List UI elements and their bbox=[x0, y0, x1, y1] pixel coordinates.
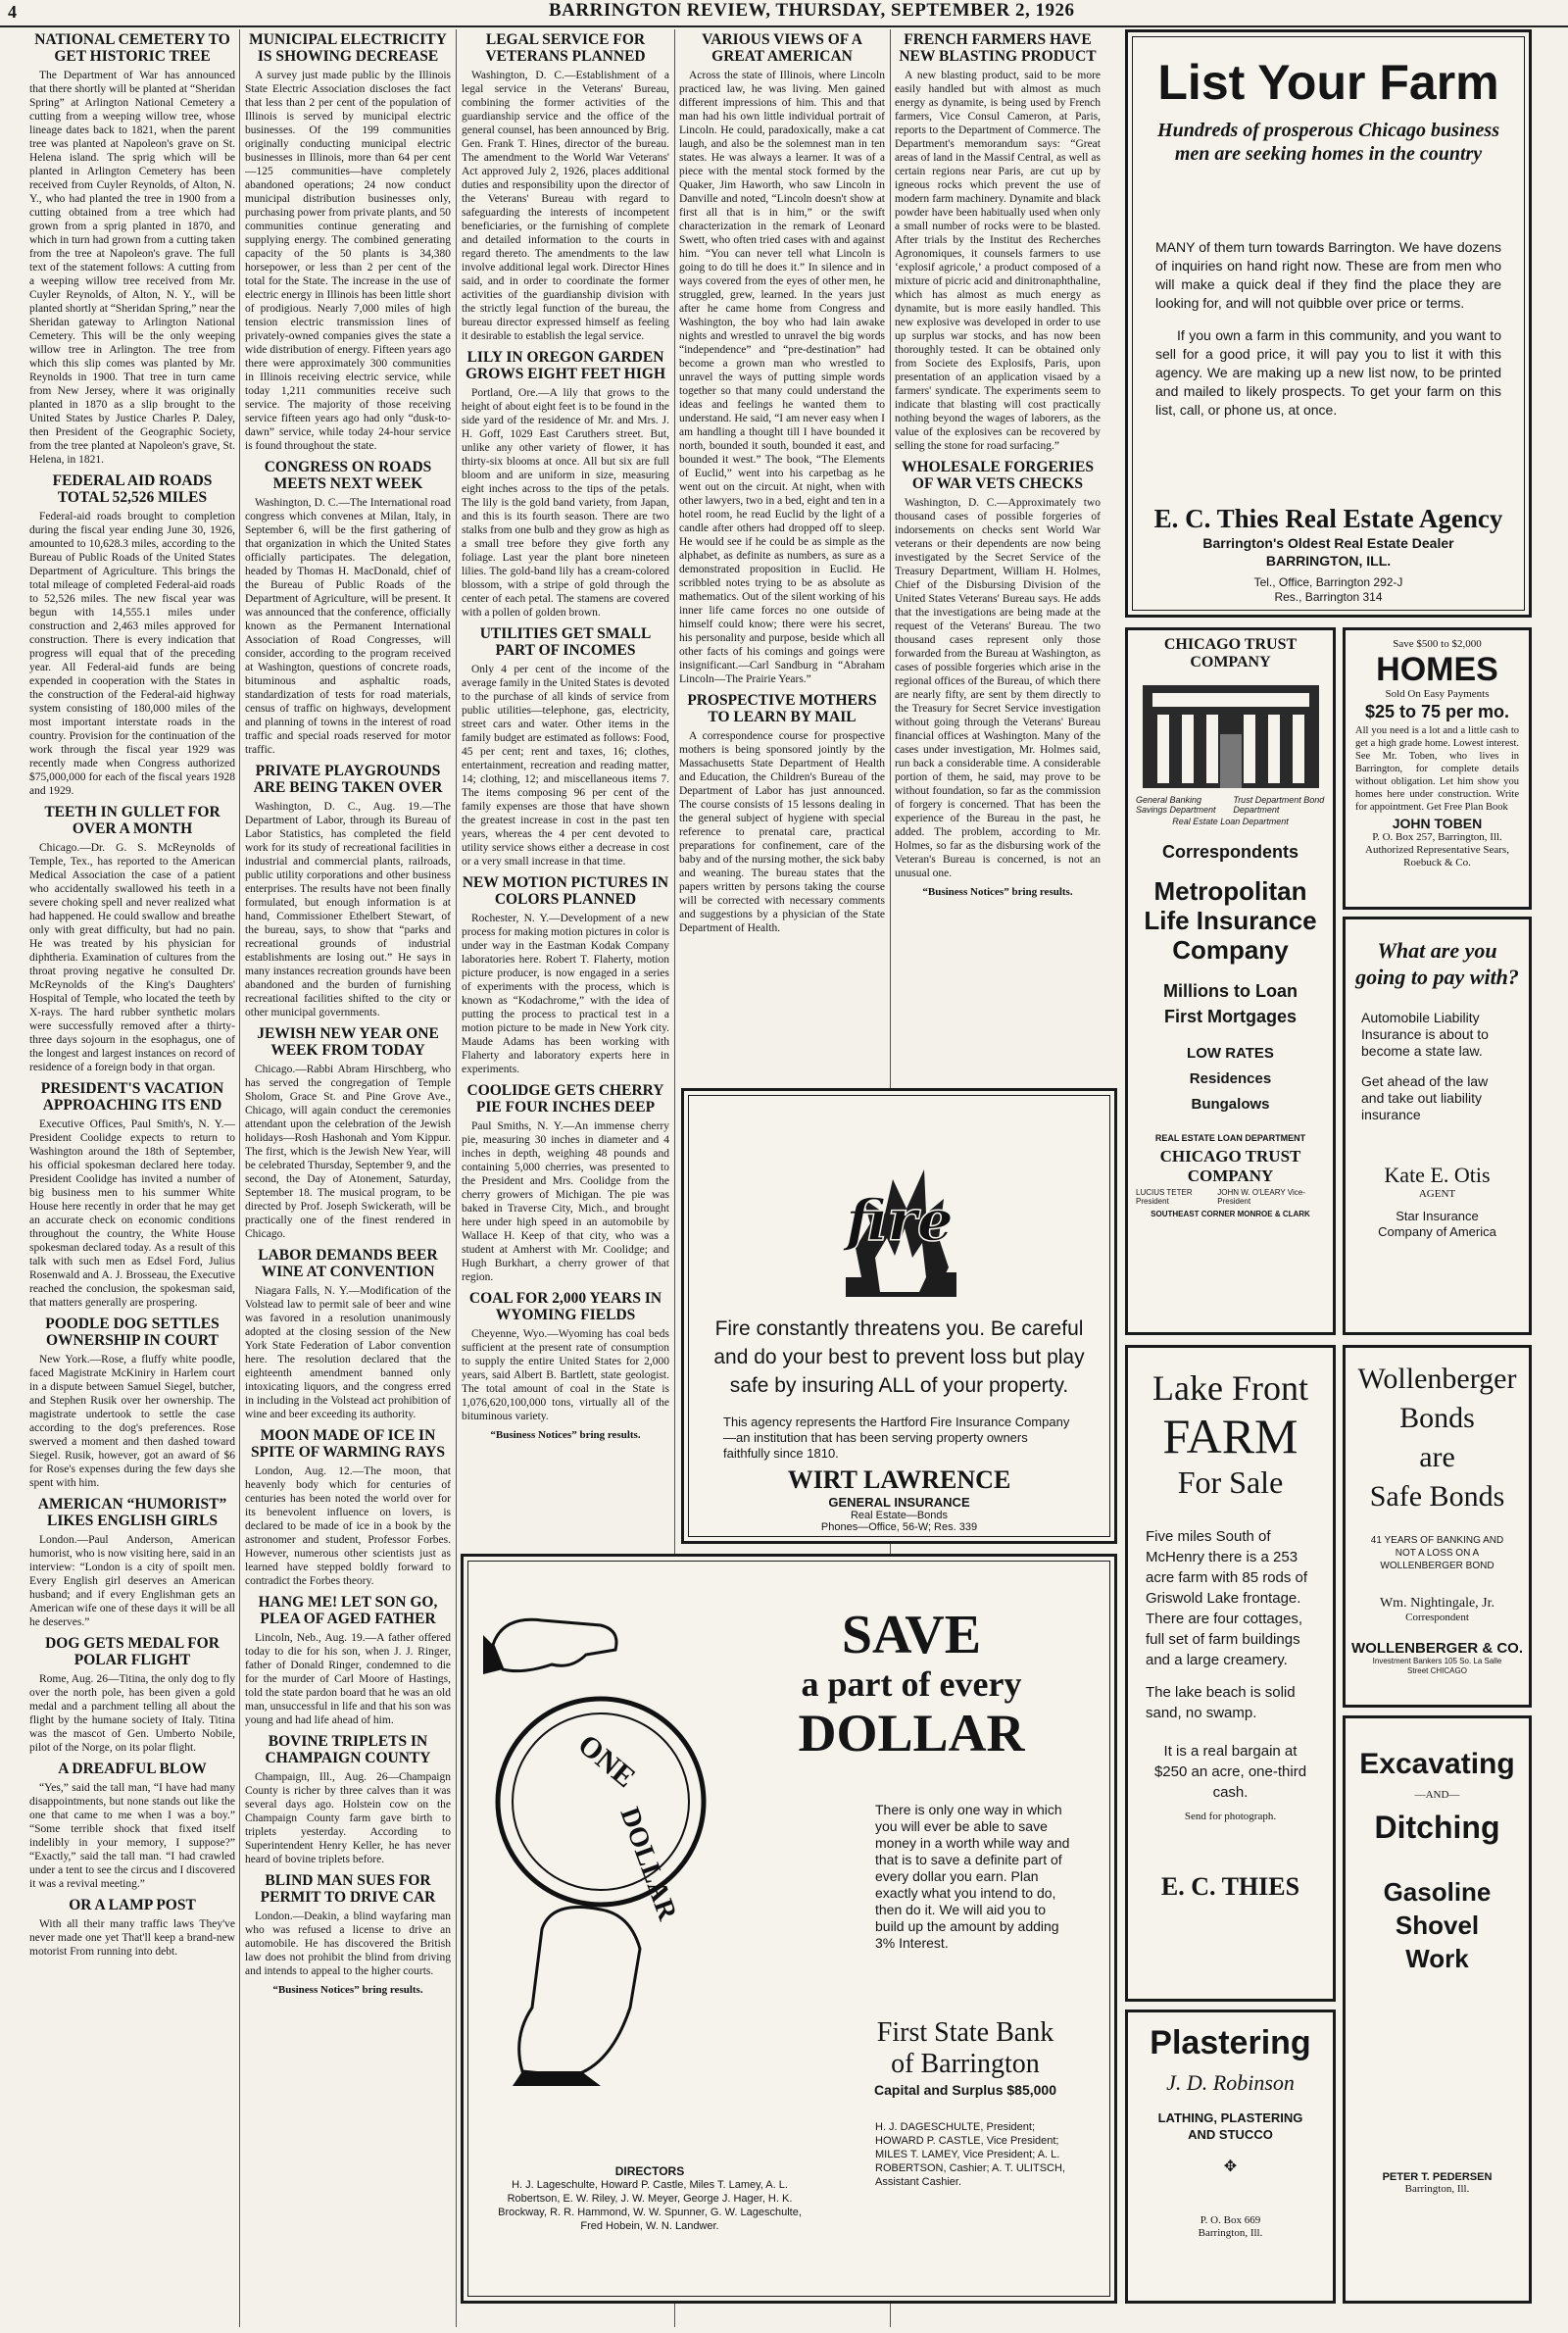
article-body: “Yes,” said the tall man, “I have had many disappointments, but none stands out like the one that came to me when I was a boy.” “Some terrible shock that fixed itself indelibly in your memory, I suppose?” “Exactly,” said the tall man. “I had crawled under a tent to see the circus and I discovered it was a revival meeting.” bbox=[29, 1782, 235, 1890]
metro-line-3: Company bbox=[1172, 935, 1289, 965]
trust-caption-left: General Banking Savings Department bbox=[1136, 795, 1216, 815]
low-rates: LOW RATES bbox=[1187, 1045, 1274, 1062]
homes-address: P. O. Box 257, Barrington, Ill. bbox=[1372, 831, 1502, 843]
article-headline: FEDERAL AID ROADS TOTAL 52,526 MILES bbox=[52, 472, 213, 506]
fire-agent-line1: GENERAL INSURANCE bbox=[828, 1495, 970, 1510]
article-headline: UTILITIES GET SMALL PART OF INCOMES bbox=[479, 625, 652, 659]
fire-title: fire bbox=[845, 1187, 954, 1254]
trust-caption-right: Trust Department Bond Department bbox=[1233, 795, 1325, 815]
bank-savings-ad bbox=[461, 1554, 1117, 2304]
homes-name: JOHN TOBEN bbox=[1392, 816, 1483, 831]
article-headline: OR A LAMP POST bbox=[69, 1897, 196, 1913]
wollenberger-firm-sub: Investment Bankers 105 So. La Salle Street CHICAGO bbox=[1372, 1657, 1502, 1675]
auto-paragraph-1: Automobile Liability Insurance is about to become a state law. bbox=[1361, 1010, 1489, 1059]
article-forgeries bbox=[895, 459, 1101, 880]
auto-agent-name: Kate E. Otis bbox=[1384, 1163, 1491, 1187]
article-jewish-new-year bbox=[245, 1025, 451, 1241]
article-moon bbox=[245, 1427, 451, 1588]
metro-line-2: Life Insurance bbox=[1144, 906, 1317, 935]
excavating-town: Barrington, Ill. bbox=[1404, 2183, 1470, 2195]
ornament-icon: ✥ bbox=[1223, 2157, 1238, 2175]
residences: Residences bbox=[1189, 1070, 1272, 1087]
article-headline: DOG GETS MEDAL FOR POLAR FLIGHT bbox=[45, 1635, 220, 1668]
page-number: 4 bbox=[8, 2, 17, 22]
article-blow bbox=[29, 1761, 235, 1891]
article-body: Washington, D. C.—Approximately two thousand cases of possible forgeries of indorsements on checks sent World War veterans or their dependents are now being investigated by the Secret Service of the Treasury Department, William H. Holmes, Chief of the Disbursing Division of the United States Veterans' Bureau says. He adds that the investigations are being made at the request of the Veterans' Bureau. The two thousand cases represent only those forwarded from the Bureau at Washington, as cases of possible forgeries which arise in the regional offices of the Bureau, of which there are nearly fifty, are sent by them directly to the Treasury for Secret Service investigation without going through the Veterans' Bureau financial offices at Washington. Many of the cases under investigation, Mr. Holmes said, run back a considerable time. A considerable portion of them, he said, may prove to be without foundation, so far as the commission of forgery is concerned. That has been the experience of the Bureau in the past, he added. The problem, according to Mr. Holmes, so far as the disbursing work of the Veteran's Bureau is concerned, is not an unusual one. bbox=[895, 497, 1101, 879]
trust-officer-2: JOHN W. O'LEARY Vice-President bbox=[1217, 1188, 1305, 1206]
save-dollar: DOLLAR bbox=[798, 1704, 1025, 1762]
masthead bbox=[0, 0, 1568, 27]
farm-agency-line2: BARRINGTON, ILL. bbox=[1265, 553, 1392, 569]
article-headline: HANG ME! LET SON GO, PLEA OF AGED FATHER bbox=[258, 1594, 438, 1627]
lakefront-photo: Send for photograph. bbox=[1184, 1811, 1277, 1822]
article-body: Washington, D. C.—The International road congress which convenes at Milan, Italy, in September 6, will be the first gathering of that organization in which the United States officially participates. The delegation, headed by Thomas H. MacDonald, chief of the Bureau of Public Roads of the Department of Agriculture, will be present. It was announced that the conference, officially known as the Permanent International Association of Road Congresses, will consider, according to the program received at Washington, questions of concrete roads, bituminous and asphaltic roads, standardization of tests for road materials, census of traffic on highways, development and planning of towns in the interest of road traffic and special roads reserved for motor traffic. bbox=[245, 497, 451, 756]
plastering-name: J. D. Robinson bbox=[1166, 2070, 1295, 2095]
article-body: Federal-aid roads brought to completion during the fiscal year ending June 30, 1926, amounted to 10,628.3 miles, according to the Bureau of Public Roads of the United States Department of Agriculture. This brings the total mileage of completed Federal-aid roads to 52,526 miles. The new fiscal year was begun with 14,555.1 miles under construction and 2,463 miles approved for construction. There is every indication that progress will equal that of the preceding year. All Federal-aid funds are being expended in cooperation with the States in the construction of the Federal-aid highway system consisting of 180,000 miles of the most important interstate roads in the country. Provision for the continuation of the work through the fiscal year 1929 was recently made when Congress authorized $75,000,000 for each of the fiscal years 1928 and 1929. bbox=[29, 511, 235, 797]
masthead-title: BARRINGTON REVIEW, THURSDAY, SEPTEMBER 2, 1926 bbox=[549, 0, 1075, 21]
farm-title: List Your Farm bbox=[1157, 55, 1499, 110]
wollenberger-name: Wm. Nightingale, Jr. bbox=[1379, 1596, 1495, 1611]
lakefront-title-1: Lake Front bbox=[1152, 1368, 1308, 1408]
save-subtitle: a part of every bbox=[801, 1664, 1022, 1704]
article-body: Washington, D. C., Aug. 19.—The Department of Labor, through its Bureau of Labor Statistics, has completed the field work for its study of recreational facilities in industrial and commercial plants, railroads, public utility corporations and other business enterprises. The results have not been finally formulated, but enough information is at hand, Commissioner Ethelbert Stewart, of the bureau, says, to show that “parks and recreational grounds of industrial establishments are losing out.” He says in many instances recreation grounds have been abandoned and the burden of furnishing recreational facilities shifted to the city or other municipal governments. bbox=[245, 801, 451, 1018]
coin-text-top: ONE bbox=[571, 1728, 642, 1795]
shovel-label: Shovel bbox=[1395, 1911, 1480, 1940]
column-2 bbox=[245, 29, 451, 2327]
article-body: A new blasting product, said to be more easily handled but with almost as much energy as dynamite, is being used by French farmers, Vice Consul Cameron, at Paris, reports to the Department of Commerce. The Department's memorandum says: “Great areas of land in the Massif Central, as well as certain regions near Paris, are cut up by igneous rocks which prevent the use of modern farm machinery. Dynamite and black powder have been habitually used when only a small number of rocks were to be blasted. After trials by the Institut des Recherches Agronomiques, it counsels farmers to use ‘explosif agricole,’ a product composed of a mixture of picric acid and dinitronaphthaline, which has almost as much energy as dynamite, but is more easily handled. This new explosive was developed in order to use up surplus war stocks, and has now been thoroughly tested. It can be obtained only from Societe des Explosifs, Paris, upon presentation of an application visaed by a farmers' syndicate. The experiments seem to indicate that blasting will cost practically nothing beyond the wages of laborers, as the value of the explosives can be recovered by selling the stone for road surfacing.” bbox=[895, 70, 1101, 452]
article-headline: MUNICIPAL ELECTRICITY IS SHOWING DECREASE bbox=[249, 31, 447, 65]
article-humorist bbox=[29, 1496, 235, 1629]
ditching-title: Ditching bbox=[1374, 1810, 1500, 1845]
homes-title: HOMES bbox=[1376, 651, 1498, 688]
article-teeth bbox=[29, 804, 235, 1074]
plastering-town: Barrington, Ill. bbox=[1198, 2227, 1263, 2239]
column-3 bbox=[462, 29, 669, 1441]
excavating-and: —AND— bbox=[1414, 1789, 1460, 1801]
article-body: With all their many traffic laws They've never made one yet That'll keep a brand-new motorist From running into debt. bbox=[29, 1918, 235, 1958]
lakefront-title-2: FARM bbox=[1162, 1409, 1298, 1464]
auto-insurance-ad bbox=[1343, 917, 1532, 1335]
article-dog-medal bbox=[29, 1635, 235, 1755]
article-body: Washington, D. C.—Establishment of a legal service in the Veterans' Bureau, combining the former activities of the guardianship service and the office of the general counsel, has been announced by Brig. Gen. Frank T. Hines, director of the bureau. The amendment to the World War Veterans' Act approved July 2, 1926, places additional duties and responsibility upon the director of the Veterans' Bureau with regard to safeguarding the interests of incompetent beneficiaries, or the furnishing of complete and detailed information to the courts in regard thereto. The amendments to the law involve additional legal work. Director Hines said, and in order to coordinate the former activities of the guardianship division with the strictly legal function of the bureau, the bureau director expressed himself as feeling it desirable to establish the legal service. bbox=[462, 70, 669, 342]
plastering-title: Plastering bbox=[1150, 2024, 1311, 2061]
article-coal bbox=[462, 1290, 669, 1423]
article-body: The Department of War has announced that there shortly will be planted at “Sheridan Spring” at Arlington National Cemetery a cutting from a weeping willow tree, whose lineage dates back to 1821, when the parent tree was planted at Napoleon's grave on St. Helena island. The sprig which will be planted in Arlington Cemetery has been received from Cuyler Reynolds, of Alton, N. Y., who had planted the tree in 1900 from a cutting obtained from a tree which had grown from a sprig planted in 1870, and which in turn had grown from a cutting taken from the tree at Napoleon's grave. The full text of the statement follows: A cutting from a weeping willow tree received from Mr. Cuyler Reynolds, of Alton, N. Y., will be planted shortly at “Sheridan Spring,” near the Sheridan gateway to Arlington National Cemetery. This will be the only weeping willow tree in Arlington. The tree from which this slip comes was planted by Mr. Reynolds in 1900. That tree in turn came from New Jersey, where it was originally planted in 1870 as a slip brought to the United States by Justice Charles P. Daley, then President of the Geographic Society, from the tree planted at Napoleon's grave, St. Helena, in 1821. bbox=[29, 70, 235, 466]
article-headline: PRIVATE PLAYGROUNDS ARE BEING TAKEN OVER bbox=[253, 763, 443, 796]
save-title: SAVE bbox=[841, 1605, 982, 1665]
article-body: Niagara Falls, N. Y.—Modification of the Volstead law to permit sale of beer and wine was favored in a resolution unanimously adopted at the closing session of the New York State Federation of Labor convention here. The resolution declared that the eighteenth amendment banned only intoxicating liquors, and the congress erred in including in the Volstead act prohibition of wine and beer exceeding its authority. bbox=[245, 1285, 451, 1420]
article-headline: LEGAL SERVICE FOR VETERANS PLANNED bbox=[485, 31, 646, 65]
article-mothers bbox=[679, 692, 885, 935]
homes-top: Save $500 to $2,000 bbox=[1393, 638, 1482, 650]
lakefront-paragraph-1: Five miles South of McHenry there is a 253 acre farm with 85 rods of Griswold Lake frontage. There are four cottages, full set of farm buildings and a large creamery. bbox=[1146, 1528, 1308, 1668]
article-body: Paul Smiths, N. Y.—An immense cherry pie, measuring 30 inches in diameter and 4 inches in depth, weighing 48 pounds and containing 5,000 cherries, was presented to the President and Mrs. Coolidge from the cherry growers of Michigan. The pie was baked in Traverse City, Mich., and brought here under high speed in an automobile by Wallace H. Keep of that city, who was a student at Amherst with Mr. Coolidge; and Hugh Burkhart, a cherry grower of that region. bbox=[462, 1120, 669, 1283]
wollenberger-role: Correspondent bbox=[1405, 1612, 1469, 1623]
article-body: Only 4 per cent of the income of the average family in the United States is devoted to the purchase of all kinds of service from public utilities—telephone, gas, electricity, street cars and water. Other items in the family budget are estimated as follows: Food, 45 per cent; rent and taxes, 16; clothes, entertainment, recreation and reading matter, 14; clothing, 12; and miscellaneous items 7. The items composing 96 per cent of the family expenses are those that have shown the greatest increase in cost in the past ten years, whereas the 4 per cent devoted to utility service shows either a decrease in cost or a very small increase in that time. bbox=[462, 664, 669, 868]
article-headline: CONGRESS ON ROADS MEETS NEXT WEEK bbox=[264, 459, 432, 492]
article-body: New York.—Rose, a fluffy white poodle, faced Magistrate McKiniry in Harlem court in a dispute between Samuel Siegel, butcher, and Stephen Rusik over her ownership. The magistrate undertook to settle the case according to the dog's preferences. Rose swerved a moment and then dashed toward Siegel. Rusik, however, got an award of $6 for Rose's expenses during the few days she spent with him. bbox=[29, 1354, 235, 1489]
wollenberger-firm: WOLLENBERGER & CO. bbox=[1351, 1640, 1523, 1657]
article-body: Across the state of Illinois, where Lincoln practiced law, he was living. Men gained different impressions of him. This and that man had his own little individual portrait of Lincoln. He could, paradoxically, make a cat laugh, and also be the solemnest man in ten states. He was always a learner. It was of a piece with the mental stock formed by the Quaker, Jim Haworth, who saw Lincoln in Danville and noted, “Lincoln doesn't show at first all that is in him,” or the swift characterization in the remark of Leonard Swett, who often tried cases with and against him. “You can never tell what Lincoln is going to do till he does it.” In silence and in ways covered from the eyes of other men, he struggled, grew, learned. In the years just after he came home from Congress and Washington, the boy who had lain awake nights and wrestled to unravel the big words “independence” and “pre-destination” had become a grown man who wrestled to unravel the ways of putting simple words together so that many could understand the ideas and feelings he wanted them to understand. He said, “I am never easy when I am handling a thought till I have bounded it north, bounded it south, bounded it east, and bounded it west.” The book, “The Elements of Euclid,” went into his carpetbag as he went out on the circuit. At night, when with other lawyers, two in a bed, eight and ten in a hotel room, he read Euclid by the light of a candle after others had dropped off to sleep. He would see if he could be as simple as the alphabet, as definite as numbers, as sure as a demonstrated proposition in Euclid. He scribbled notes trying to be as absolute as mathematics. Out of the silent working of his inner life came forces no one outside of himself could know; there were his secret, his personality and purpose, beside which all other facts of his comings and goings were insignificant.—Carl Sandburg in “Abraham Lincoln—The Prairie Years.” bbox=[679, 70, 885, 685]
farm-paragraph-1: MANY of them turn towards Barrington. We have dozens of inquiries on hand right now. These are from men who will make a quick deal if they find the place they are looking for, and will not quibble over price or terms. bbox=[1155, 239, 1501, 311]
trust-officer-1: LUCIUS TETER President bbox=[1136, 1188, 1193, 1206]
wollenberger-line-4: Safe Bonds bbox=[1369, 1480, 1505, 1513]
first-mortgages: First Mortgages bbox=[1163, 1007, 1298, 1026]
auto-title: What are you going to pay with? bbox=[1355, 938, 1519, 989]
work-label: Work bbox=[1405, 1944, 1469, 1973]
article-body: Executive Offices, Paul Smith's, N. Y.—President Coolidge expects to return to Washington around the 18th of September, his official spokesman declared here today. President Coolidge has invited a number of big business men to his summer White House here recently in order that he may get an accurate check on economic conditions throughout the country, the White House spokesman declared today. As a result of this talk with such men as Edsel Ford, Julius Rosenwald and A. J. Brosseau, the Executive reached the conclusion, the spokesman said, that matters generally are prospering. bbox=[29, 1118, 235, 1309]
article-body: Chicago.—Dr. G. S. McReynolds of Temple, Tex., has reported to the American Medical Association the case of a patient who accidentally swallowed his teeth in a severe choking spell and never realized what had happened. He could swallow and breathe only with great difficulty, but had no pain. He was treated by his physician for diphtheria. Examination of cultures from the throat proving negative he consulted Dr. McReynolds of the King's Daughters' Hospital of Temple, who located the teeth by X-rays. The hard rubber synthetic molars were successfully removed after a thirty-three days sojourn in the esophagus, one of the longest and largest instances on record of residence of a foreign body in that organ. bbox=[29, 842, 235, 1073]
wollenberger-line-3: are bbox=[1419, 1441, 1455, 1473]
article-blind-man bbox=[245, 1872, 451, 1978]
homes-body: All you need is a lot and a little cash to get a high grade home. Lowest interest. See Mr. Toben, who lives in Barrington, for complete details without obligation. Let him show you homes here under construction. Write for appointment. Get Free Plan Book bbox=[1355, 725, 1519, 813]
article-headline: TEETH IN GULLET FOR OVER A MONTH bbox=[44, 804, 220, 837]
article-headline: POODLE DOG SETTLES OWNERSHIP IN COURT bbox=[45, 1315, 220, 1349]
article-headline: COOLIDGE GETS CHERRY PIE FOUR INCHES DEEP bbox=[466, 1082, 664, 1116]
auto-company: Star Insurance Company of America bbox=[1378, 1209, 1496, 1239]
bank-building-illustration bbox=[1138, 675, 1324, 793]
metro-line-1: Metropolitan bbox=[1153, 876, 1307, 906]
hand-icon bbox=[519, 1908, 640, 2077]
article-headline: A DREADFUL BLOW bbox=[58, 1761, 207, 1777]
farm-res: Res., Barrington 314 bbox=[1274, 590, 1383, 604]
coin-text-bottom: DOLLAR bbox=[613, 1803, 683, 1924]
article-headline: VARIOUS VIEWS OF A GREAT AMERICAN bbox=[702, 31, 862, 65]
article-poodle bbox=[29, 1315, 235, 1490]
lakefront-paragraph-3: It is a real bargain at $250 an acre, one-third cash. bbox=[1153, 1743, 1307, 1801]
article-headline: BOVINE TRIPLETS IN CHAMPAIGN COUNTY bbox=[265, 1733, 431, 1766]
article-body: Portland, Ore.—A lily that grows to the height of about eight feet is to be found in the side yard of the residence of Mr. and Mrs. J. H. Goff, 1029 East Caruthers street. But, unlike any other variety of flower, it has thirty-six blooms at once. All but six are full bloom and are uniform in size, measuring eight inches across to the tips of the petals. The lily is the gold band variety, from Japan, and this is its fourth season. There are two stalks from one bulb and they grow as high as a small tree before they give forth any foliage. Last year the plant bore nineteen lilies. The gold-band lily has a cream-colored blossom, with a stripe of gold through the center of each petal. The stamens are covered with a pollen of golden brown. bbox=[462, 387, 669, 619]
excavating-ad bbox=[1343, 1715, 1532, 2304]
plastering-box: P. O. Box 669 bbox=[1200, 2214, 1261, 2226]
article-lamp-post bbox=[29, 1897, 235, 1959]
hand-coin-illustration bbox=[483, 1576, 738, 2086]
article-playgrounds bbox=[245, 763, 451, 1019]
farm-tel: Tel., Office, Barrington 292-J bbox=[1253, 575, 1403, 589]
millions-to-loan: Millions to Loan bbox=[1163, 981, 1298, 1001]
fire-illustration bbox=[816, 1130, 983, 1302]
homes-easy: Sold On Easy Payments bbox=[1385, 688, 1490, 700]
article-congress-roads bbox=[245, 459, 451, 757]
list-your-farm-ad bbox=[1125, 29, 1532, 618]
article-lily bbox=[462, 349, 669, 620]
article-cemetery bbox=[29, 31, 235, 467]
excavating-title: Excavating bbox=[1359, 1748, 1515, 1780]
article-headline: JEWISH NEW YEAR ONE WEEK FROM TODAY bbox=[257, 1025, 439, 1059]
chicago-trust-ad bbox=[1125, 627, 1336, 1335]
article-cherry-pie bbox=[462, 1082, 669, 1284]
article-triplets bbox=[245, 1733, 451, 1866]
article-headline: WHOLESALE FORGERIES OF WAR VETS CHECKS bbox=[902, 459, 1094, 492]
article-headline: AMERICAN “HUMORIST” LIKES ENGLISH GIRLS bbox=[37, 1496, 227, 1529]
lakefront-name: E. C. THIES bbox=[1160, 1872, 1300, 1901]
article-electricity bbox=[245, 31, 451, 453]
hand-icon bbox=[493, 1619, 616, 1670]
lake-front-farm-ad bbox=[1125, 1345, 1336, 2002]
article-headline: MOON MADE OF ICE IN SPITE OF WARMING RAYS bbox=[251, 1427, 445, 1461]
bank-town: of Barrington bbox=[891, 2049, 1040, 2079]
house-icon bbox=[929, 1272, 956, 1297]
article-french-farmers bbox=[895, 31, 1101, 453]
homes-ad bbox=[1343, 627, 1532, 910]
article-motion-pictures bbox=[462, 874, 669, 1076]
coin-icon bbox=[498, 1699, 704, 1905]
bungalows: Bungalows bbox=[1191, 1096, 1270, 1113]
article-body: Chicago.—Rabbi Abram Hirschberg, who has served the congregation of Temple Sholom, Grace St. and Pine Grove Ave., Chicago, will again conduct the ceremonies attendant upon the celebration of the Jewish holidays—Rosh Hashonah and Yom Kippur. The first, which is the Jewish New Year, will be celebrated Thursday, September 9, and the second, the Day of Atonement, Saturday, September 18. The musical program, to be directed by Prof. Joseph Swickerath, will be practically one of the finest rendered in Chicago. bbox=[245, 1064, 451, 1240]
article-headline: LILY IN OREGON GARDEN GROWS EIGHT FEET HIGH bbox=[466, 349, 665, 382]
article-hang-son bbox=[245, 1594, 451, 1727]
article-vacation bbox=[29, 1080, 235, 1310]
article-headline: COAL FOR 2,000 YEARS IN WYOMING FIELDS bbox=[468, 1290, 662, 1323]
homes-rep: Authorized Representative Sears, Roebuck & Co. bbox=[1365, 844, 1509, 869]
column-rule bbox=[456, 29, 457, 2327]
article-utilities bbox=[462, 625, 669, 869]
article-federal-roads bbox=[29, 472, 235, 798]
article-headline: BLIND MAN SUES FOR PERMIT TO DRIVE CAR bbox=[260, 1872, 436, 1906]
auto-agent: AGENT bbox=[1418, 1188, 1456, 1200]
fire-note: This agency represents the Hartford Fire Insurance Company—an institution that has been serving property owners faithfully since 1810. bbox=[723, 1415, 1070, 1461]
plastering-ad bbox=[1125, 2010, 1336, 2304]
column-1 bbox=[29, 29, 235, 2327]
farm-agency-line1: Barrington's Oldest Real Estate Dealer bbox=[1202, 535, 1454, 551]
business-notices: “Business Notices” bring results. bbox=[922, 886, 1073, 898]
house-icon bbox=[846, 1277, 870, 1297]
article-body: Lincoln, Neb., Aug. 19.—A father offered today to die for his son, when J. J. Ringer, father of Donald Ringer, condemned to die for the murder of Carl Moore of Hastings, told the state pardon board that he was an old man, unsuccessful in life and that his son was young and had life ahead of him. bbox=[245, 1632, 451, 1726]
fire-phones: Phones—Office, 56-W; Res. 339 bbox=[820, 1521, 978, 1533]
article-body: Champaign, Ill., Aug. 26—Champaign County is richer by three calves than it was several days ago. Holstein cow on the Champaign County farm gave birth to triplets yesterday. According to Superintendent Henry Keller, he has never heard of bovine triplets before. bbox=[245, 1771, 451, 1865]
excavating-name: PETER T. PEDERSEN bbox=[1382, 2171, 1493, 2183]
article-body: A correspondence course for prospective mothers is being sponsored jointly by the Massachusetts State Department of Health and Education, the Children's Bureau of the Department of Labor has just announced. The course consists of 15 lessons dealing in the general subject of hygiene with special reference to prenatal care, practical preparations for confinement, care of the baby and of the nursing mother, the sick baby and weaning. The bureau states that the papers written by persons taking the course will be corrected with necessary comments and suggestions by a physician of the State Department of Health. bbox=[679, 730, 886, 934]
article-body: London.—Deakin, a blind wayfaring man who was refused a license to drive an automobile. He has discovered the British law does not prohibit the blind from driving and intends to appeal to the higher courts. bbox=[245, 1911, 451, 1977]
business-notices: “Business Notices” bring results. bbox=[490, 1429, 641, 1441]
article-body: Rome, Aug. 26—Titina, the only dog to fly over the north pole, has been given a gold medal and a parchment telling all about the flight by the humane society of Italy. Titina was the mascot of Gen. Umberto Nobile, pilot of the Norge, on its polar flight. bbox=[29, 1673, 235, 1754]
fire-insurance-ad bbox=[681, 1088, 1117, 1544]
directors-list: H. J. Lageschulte, Howard P. Castle, Miles T. Lamey, A. L. Robertson, E. W. Riley, J. W. Meyer, George J. Hager, H. K. Brockway, R. R. Hammond, W. W. Spunner, G. W. Lageschulte, Fred Hobein, W. N. Landwer. bbox=[498, 2179, 802, 2232]
article-body: Cheyenne, Wyo.—Wyoming has coal beds sufficient at the present rate of consumption to supply the entire United States for 2,000 years, said Albert B. Bartlett, state geologist. The total amount of coal in the State is 1,076,620,100,000 tons, virtually all of the bituminous variety. bbox=[462, 1328, 669, 1422]
column-rule bbox=[239, 29, 240, 2327]
directors-label: DIRECTORS bbox=[614, 2164, 685, 2178]
farm-agency-name: E. C. Thies Real Estate Agency bbox=[1153, 504, 1503, 533]
wollenberger-bonds-ad bbox=[1343, 1345, 1532, 1708]
gasoline-label: Gasoline bbox=[1383, 1877, 1492, 1907]
article-body: Rochester, N. Y.—Development of a new process for making motion pictures in color is under way in the Eastman Kodak Company laboratories here. Robert T. Flaherty, motion picture producer, is now engaged in a series of experiments with the process, which is known as “Kodachrome,” with the idea of putting the process to practical test in a motion picture to be made in New York city. Maude Adams has been working with Flaherty and laboratory experts here in experiments. bbox=[462, 913, 669, 1075]
article-body: London, Aug. 12.—The moon, that heavenly body which for centuries of centuries has been noted the world over for its benevolent influence on lovers, is declared to be made of ice in a book by the astronomer and student, Professor Forbes. However, numerous other scientists just as learned have stepped boldly forward to contradict the Forbes theory. bbox=[245, 1465, 451, 1587]
correspondents: Correspondents bbox=[1161, 842, 1299, 862]
fire-agent-line2: Real Estate—Bonds bbox=[850, 1510, 949, 1521]
trust-department: REAL ESTATE LOAN DEPARTMENT bbox=[1154, 1133, 1306, 1143]
auto-paragraph-2: Get ahead of the law and take out liability insurance bbox=[1361, 1073, 1489, 1122]
bank-officers: H. J. DAGESCHULTE, President; HOWARD P. CASTLE, Vice President; MILES T. LAMEY, Vice President; A. L. ROBERTSON, Cashier; A. T. ULITSCH, Assistant Cashier. bbox=[875, 2121, 1065, 2188]
column-5 bbox=[895, 29, 1101, 1078]
article-headline: LABOR DEMANDS BEER WINE AT CONVENTION bbox=[258, 1247, 438, 1280]
lakefront-paragraph-2: The lake beach is solid sand, no swamp. bbox=[1146, 1684, 1296, 1721]
article-legal-service bbox=[462, 31, 669, 343]
article-lincoln bbox=[679, 31, 885, 686]
column-4 bbox=[679, 29, 885, 1078]
farm-subtitle: Hundreds of prosperous Chicago business men are seeking homes in the country bbox=[1157, 120, 1499, 165]
trust-caption-mid: Real Estate Loan Department bbox=[1172, 817, 1289, 826]
fire-agent-name: WIRT LAWRENCE bbox=[787, 1465, 1011, 1494]
trust-address: SOUTHEAST CORNER MONROE & CLARK bbox=[1151, 1210, 1310, 1218]
business-notices: “Business Notices” bring results. bbox=[272, 1984, 423, 1996]
article-headline: PRESIDENT'S VACATION APPROACHING ITS END bbox=[40, 1080, 224, 1114]
bank-name: First State Bank bbox=[876, 2017, 1054, 2048]
article-headline: PROSPECTIVE MOTHERS TO LEARN BY MAIL bbox=[687, 692, 877, 725]
article-beer bbox=[245, 1247, 451, 1421]
trust-bank-name-2: CHICAGO TRUST COMPANY bbox=[1159, 1147, 1301, 1185]
article-headline: NATIONAL CEMETERY TO GET HISTORIC TREE bbox=[34, 31, 230, 65]
farm-paragraph-2: If you own a farm in this community, and you want to sell for a good price, it will pay you to list it with this agency. We are making up a new list now, to be printed and mailed to likely prospects. To get your farm on this list, call, or phone us, at once. bbox=[1155, 327, 1501, 418]
plastering-line: LATHING, PLASTERING AND STUCCO bbox=[1157, 2110, 1303, 2142]
wollenberger-years: 41 YEARS OF BANKING AND NOT A LOSS ON A WOLLENBERGER BOND bbox=[1370, 1535, 1504, 1571]
save-body: There is only one way in which you will ever be able to save money in a worth while way and that is to save a definite part of every dollar you earn. Plan exactly what you intend to do, then do it. We will aid you to build up the amount by adding 3% Interest. bbox=[875, 1802, 1070, 1951]
article-body: London.—Paul Anderson, American humorist, who is now visiting here, said in an interview: “London is a city of spoilt men. Every English girl deserves an American husband; and if every Englishman gets an American wife one of these days it will be all he deserves.” bbox=[29, 1534, 235, 1628]
article-headline: NEW MOTION PICTURES IN COLORS PLANNED bbox=[462, 874, 669, 908]
fire-body: Fire constantly threatens you. Be careful and do your best to prevent loss but play safe by insuring ALL of your property. bbox=[713, 1317, 1085, 1397]
trust-bank-name: CHICAGO TRUST COMPANY bbox=[1163, 636, 1298, 670]
wollenberger-line-1: Wollenberger bbox=[1357, 1363, 1517, 1395]
homes-price: $25 to 75 per mo. bbox=[1364, 702, 1510, 721]
article-headline: FRENCH FARMERS HAVE NEW BLASTING PRODUCT bbox=[899, 31, 1097, 65]
article-body: A survey just made public by the Illinois State Electric Association discloses the fact that less than 2 per cent of the population of Illinois is served by municipal electric businesses. Of the 199 communities originally conducting municipal electric businesses in Illinois, more than 64 per cent—125 communities—have completely abandoned operations; 24 now conduct municipal distribution businesses only, purchasing power from private plants, and 50 communities continue generating and supplying energy. The combined generating capacity of the 50 plants is 34,380 horsepower, or less than 2 per cent of the total for the State. The increase in the use of electric energy in Illinois has been little short of prodigious. Nearly 7,000 miles of high tension electric transmission lines of privately-owned companies gives the state a wide distribution of energy. Fifteen years ago there were approximately 300 communities in Illinois receiving electric service, while today 1,211 communities receive such service. The majority of those receiving service fifteen years ago had only “dusk-to-dawn” service, while today 24-hour service is found throughout the state. bbox=[245, 70, 451, 452]
wollenberger-line-2: Bonds bbox=[1399, 1402, 1475, 1434]
lakefront-title-3: For Sale bbox=[1177, 1464, 1284, 1500]
bank-capital: Capital and Surplus $85,000 bbox=[874, 2082, 1056, 2098]
